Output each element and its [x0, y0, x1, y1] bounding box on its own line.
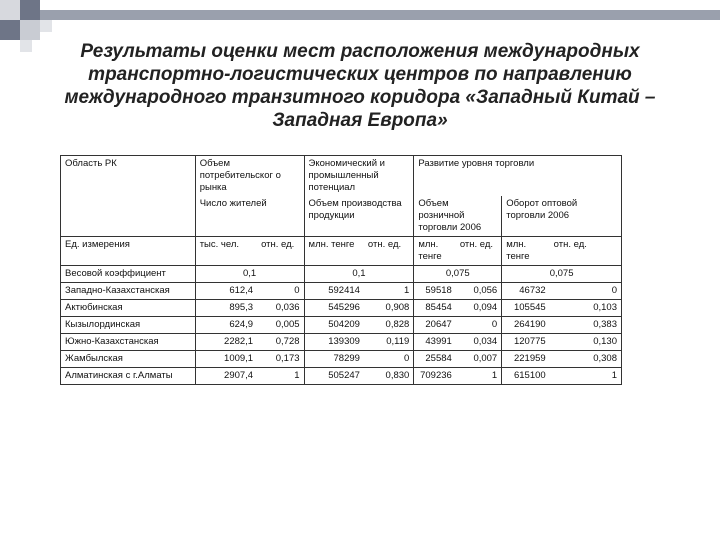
value-cell: 624,9: [195, 317, 257, 334]
weight-cell: 0,1: [304, 266, 414, 283]
value-cell: 105545: [502, 300, 550, 317]
weight-label: Весовой коэффициент: [61, 266, 196, 283]
value-cell: 0,908: [364, 300, 414, 317]
value-cell: 0,828: [364, 317, 414, 334]
unit-cell: отн. ед.: [257, 237, 304, 266]
value-cell: 1: [550, 368, 622, 385]
weight-cell: 0,075: [414, 266, 502, 283]
value-cell: 709236: [414, 368, 456, 385]
header-region: Область РК: [61, 156, 196, 197]
value-cell: 895,3: [195, 300, 257, 317]
value-cell: 0,007: [456, 351, 502, 368]
header-market: Объем потребительског о рынка: [195, 156, 304, 197]
value-cell: 0,036: [257, 300, 304, 317]
value-cell: 139309: [304, 334, 364, 351]
header-blank: [61, 196, 196, 237]
value-cell: 504209: [304, 317, 364, 334]
region-name: Южно-Казахстанская: [61, 334, 196, 351]
region-name: Жамбылская: [61, 351, 196, 368]
value-cell: 2282,1: [195, 334, 257, 351]
table-row: [61, 334, 622, 351]
header-econ: Экономический и промышленный потенциал: [304, 156, 414, 197]
region-name: Кызылординская: [61, 317, 196, 334]
unit-cell: млн. тенге: [502, 237, 550, 266]
value-cell: 615100: [502, 368, 550, 385]
header-trade: Развитие уровня торговли: [414, 156, 622, 197]
header-wholesale: Оборот оптовой торговли 2006: [502, 196, 622, 237]
value-cell: 612,4: [195, 283, 257, 300]
value-cell: 46732: [502, 283, 550, 300]
unit-cell: отн. ед.: [456, 237, 502, 266]
value-cell: 0: [550, 283, 622, 300]
value-cell: 0,728: [257, 334, 304, 351]
value-cell: 120775: [502, 334, 550, 351]
unit-cell: млн. тенге: [304, 237, 364, 266]
table-row: [61, 351, 622, 368]
value-cell: 0: [257, 283, 304, 300]
header-row-1: [61, 156, 622, 197]
region-name: Алматинская с г.Алматы: [61, 368, 196, 385]
value-cell: 0: [456, 317, 502, 334]
value-cell: 0,094: [456, 300, 502, 317]
value-cell: 20647: [414, 317, 456, 334]
region-name: Западно-Казахстанская: [61, 283, 196, 300]
value-cell: 0,119: [364, 334, 414, 351]
header-residents: Число жителей: [195, 196, 304, 237]
table-row: [61, 317, 622, 334]
value-cell: 85454: [414, 300, 456, 317]
value-cell: 1: [364, 283, 414, 300]
weight-cell: 0,075: [502, 266, 622, 283]
header-retail: Объем розничной торговли 2006: [414, 196, 502, 237]
value-cell: 592414: [304, 283, 364, 300]
weight-row: [61, 266, 622, 283]
value-cell: 0,308: [550, 351, 622, 368]
value-cell: 0,173: [257, 351, 304, 368]
value-cell: 505247: [304, 368, 364, 385]
table-row: [61, 300, 622, 317]
value-cell: 1009,1: [195, 351, 257, 368]
value-cell: 264190: [502, 317, 550, 334]
value-cell: 2907,4: [195, 368, 257, 385]
value-cell: 0,034: [456, 334, 502, 351]
unit-cell: тыс. чел.: [195, 237, 257, 266]
weight-cell: 0,1: [195, 266, 304, 283]
value-cell: 43991: [414, 334, 456, 351]
evaluation-table: [60, 155, 622, 385]
value-cell: 0,056: [456, 283, 502, 300]
header-production: Объем производства продукции: [304, 196, 414, 237]
page-title: Результаты оценки мест расположения международных транспортно-логистических центров по направлению международного транзитного коридора «Западный Китай – Западная Европа»: [64, 41, 656, 131]
units-row: [61, 237, 622, 266]
value-cell: 0,005: [257, 317, 304, 334]
value-cell: 1: [456, 368, 502, 385]
value-cell: 0,830: [364, 368, 414, 385]
units-label: Ед. измерения: [61, 237, 196, 266]
unit-cell: отн. ед.: [550, 237, 622, 266]
value-cell: 0,103: [550, 300, 622, 317]
header-row-2: [61, 196, 622, 237]
value-cell: 1: [257, 368, 304, 385]
unit-cell: млн. тенге: [414, 237, 456, 266]
value-cell: 59518: [414, 283, 456, 300]
value-cell: 0: [364, 351, 414, 368]
value-cell: 25584: [414, 351, 456, 368]
value-cell: 0,130: [550, 334, 622, 351]
value-cell: 0,383: [550, 317, 622, 334]
table-row: [61, 368, 622, 385]
value-cell: 78299: [304, 351, 364, 368]
value-cell: 221959: [502, 351, 550, 368]
table-row: [61, 283, 622, 300]
unit-cell: отн. ед.: [364, 237, 414, 266]
value-cell: 545296: [304, 300, 364, 317]
region-name: Актюбинская: [61, 300, 196, 317]
table-body: [61, 156, 622, 385]
